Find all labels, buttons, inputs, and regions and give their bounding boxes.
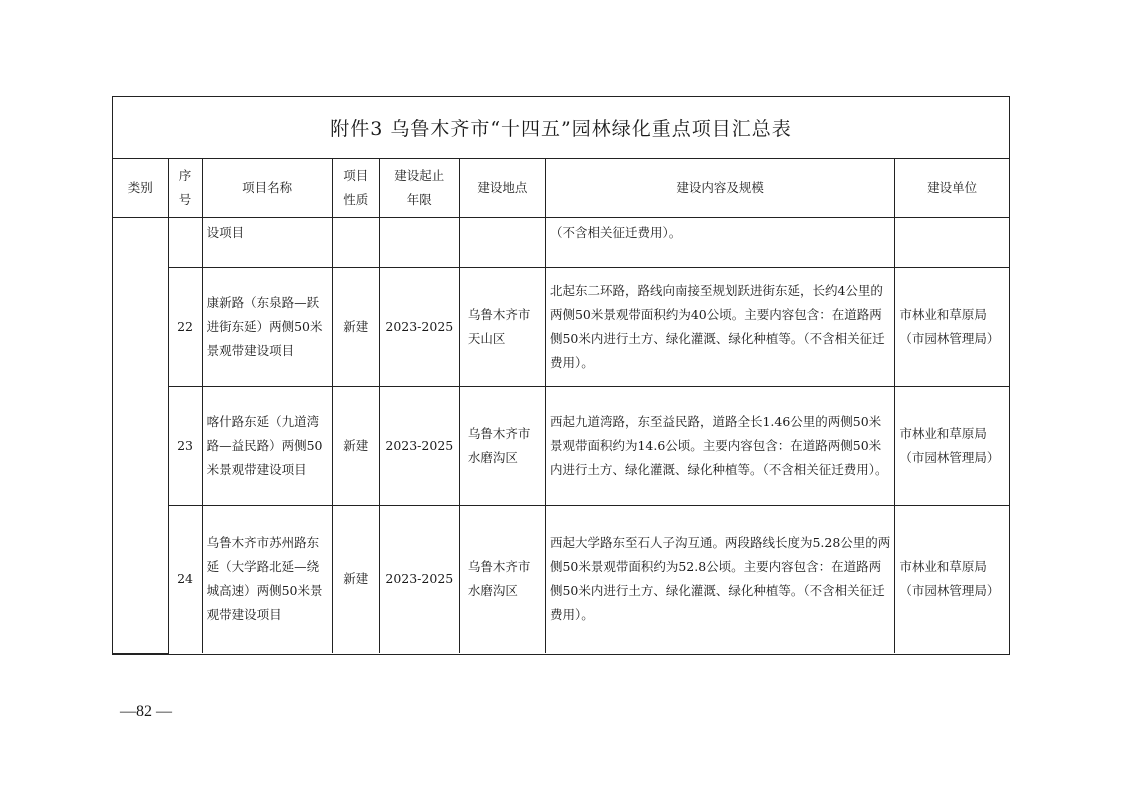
row-nature: 新建 (332, 505, 379, 653)
header-seq: 序号 (168, 159, 202, 217)
header-category: 类别 (113, 159, 168, 217)
continued-seq-cell (168, 217, 202, 267)
table-row-continued (113, 217, 1009, 267)
row-unit: 市林业和草原局（市园林管理局） (895, 505, 1009, 653)
header-location: 建设地点 (459, 159, 545, 217)
row-seq: 24 (168, 505, 202, 653)
row-content: 西起九道湾路，东至益民路，道路全长1.46公里的两侧50米景观带面积约为14.6公顷。主要内容包含：在道路两侧50米内进行土方、绿化灌溉、绿化种植等。（不含相关征迁费用）。 (545, 386, 894, 505)
row-content: 北起东二环路，路线向南接至规划跃进街东延，长约4公里的两侧50米景观带面积约为40公顷。主要内容包含：在道路两侧50米内进行土方、绿化灌溉、绿化种植等。（不含相关征迁费用）。 (545, 267, 894, 386)
row-unit: 市林业和草原局（市园林管理局） (895, 386, 1009, 505)
projects-table (113, 159, 1009, 654)
row-project-name: 乌鲁木齐市苏州路东延（大学路北延—绕城高速）两侧50米景观带建设项目 (202, 505, 332, 653)
header-nature: 项目性质 (332, 159, 379, 217)
document-title: 附件3 乌鲁木齐市“十四五”园林绿化重点项目汇总表 (113, 97, 1009, 159)
header-name: 项目名称 (202, 159, 332, 217)
table-row (113, 386, 1009, 505)
row-nature: 新建 (332, 267, 379, 386)
header-unit: 建设单位 (895, 159, 1009, 217)
row-unit: 市林业和草原局（市园林管理局） (895, 267, 1009, 386)
row-period: 2023-2025 (379, 505, 459, 653)
row-project-name: 康新路（东泉路—跃进街东延）两侧50米景观带建设项目 (202, 267, 332, 386)
continued-location-cell (459, 217, 545, 267)
continued-name-cell: 设项目 (202, 217, 332, 267)
row-period: 2023-2025 (379, 386, 459, 505)
row-seq: 22 (168, 267, 202, 386)
row-period: 2023-2025 (379, 267, 459, 386)
page-number: —82 — (120, 703, 172, 720)
row-content: 西起大学路东至石人子沟互通。两段路线长度为5.28公里的两侧50米景观带面积约为52.8公顷。主要内容包含：在道路两侧50米内进行土方、绿化灌溉、绿化种植等。（不含相关征迁费用）。 (545, 505, 894, 653)
category-cell (113, 217, 168, 653)
table-row (113, 505, 1009, 653)
continued-nature-cell (332, 217, 379, 267)
table-row (113, 267, 1009, 386)
continued-unit-cell (895, 217, 1009, 267)
row-seq: 23 (168, 386, 202, 505)
row-location: 乌鲁木齐市水磨沟区 (459, 386, 545, 505)
row-nature: 新建 (332, 386, 379, 505)
continued-content-cell: （不含相关征迁费用）。 (545, 217, 894, 267)
row-project-name: 喀什路东延（九道湾路—益民路）两侧50米景观带建设项目 (202, 386, 332, 505)
header-period: 建设起止年限 (379, 159, 459, 217)
row-location: 乌鲁木齐市天山区 (459, 267, 545, 386)
continued-period-cell (379, 217, 459, 267)
table-header-row (113, 159, 1009, 217)
summary-table-sheet (112, 96, 1010, 655)
row-location: 乌鲁木齐市水磨沟区 (459, 505, 545, 653)
header-content: 建设内容及规模 (545, 159, 894, 217)
